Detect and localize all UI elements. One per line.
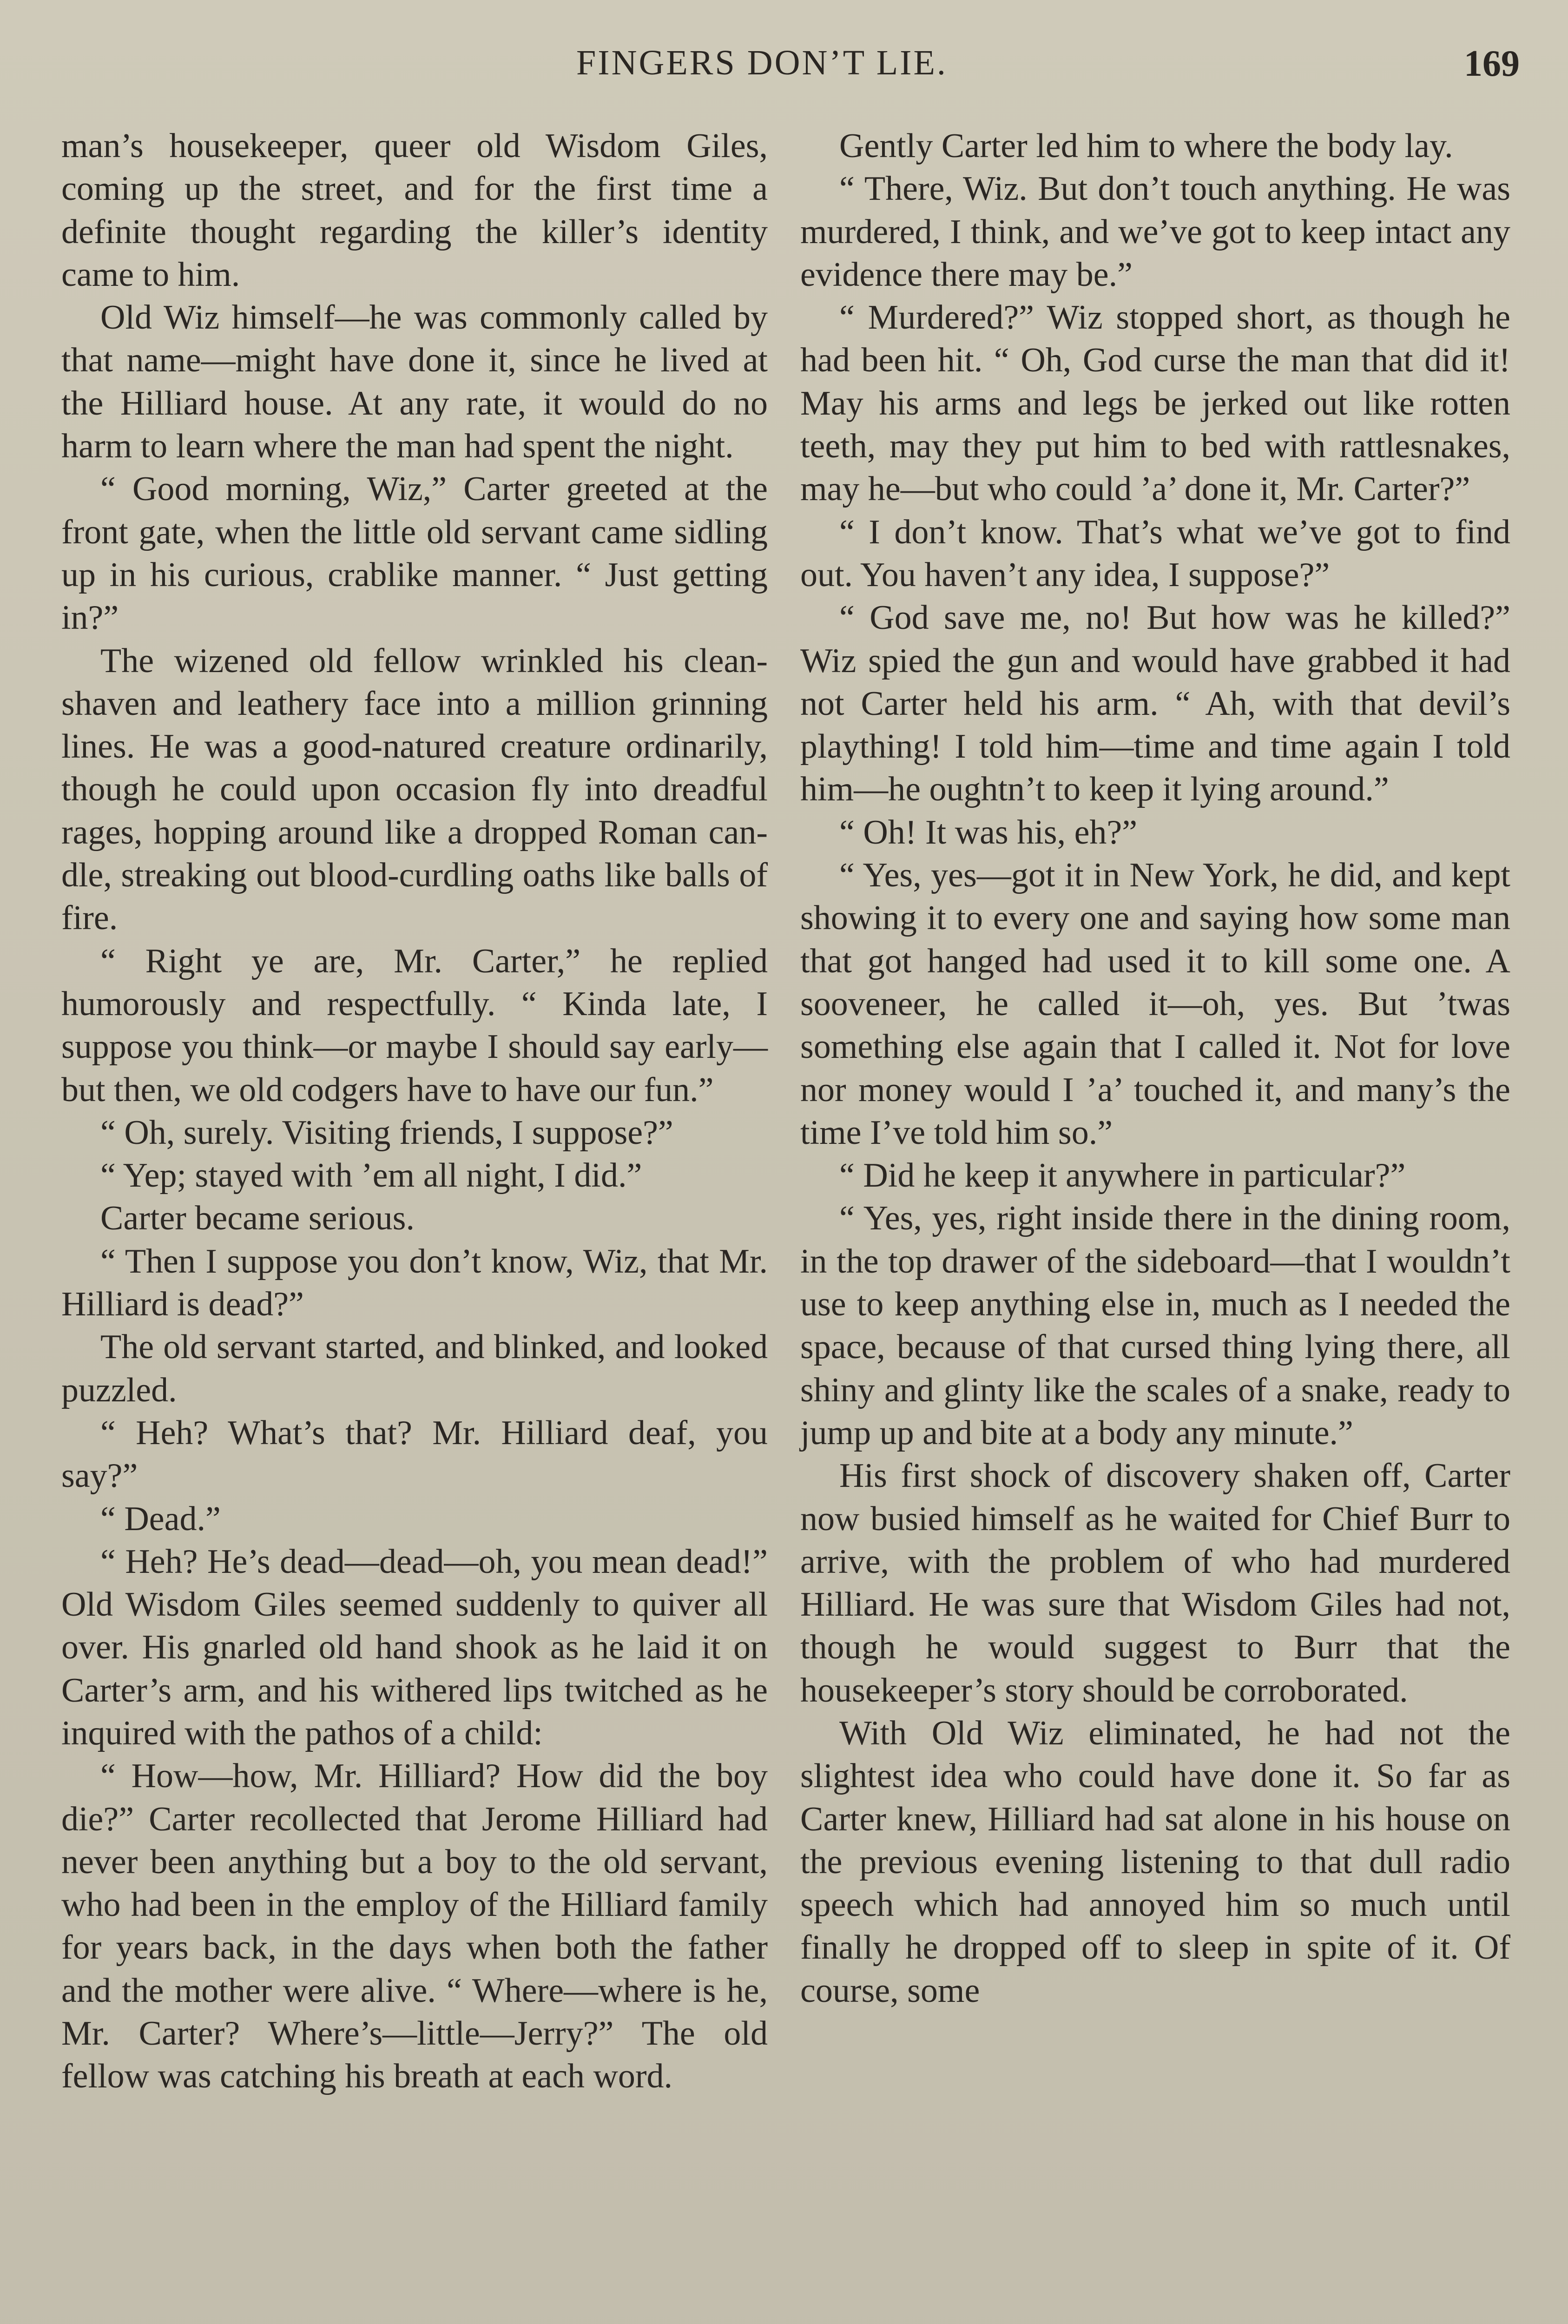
left-column bbox=[61, 125, 768, 2098]
paragraph: “ Yes, yes—got it in New York, he did, and kept showing it to every one and saying how some man that got hanged had used it to kill some one. A sooveneer, he called it—oh, yes. But ’twas something else again that I called it. Not for love nor money would I ’a’ touched it, and many’s the time I’ve told him so.” bbox=[800, 856, 1510, 1152]
page-number: 169 bbox=[1464, 43, 1520, 84]
paragraph: “ Murdered?” Wiz stopped short, as though he had been hit. “ Oh, God curse the man that did it! May his arms and legs be jerked out like rotten teeth, may they put him to bed with rattlesnakes, may he—but who could ’a’ done it, Mr. Carter?” bbox=[800, 298, 1510, 508]
paragraph: Gently Carter led him to where the body lay. bbox=[839, 127, 1453, 165]
paragraph: The wizened old fellow wrinkled his clean-shaven and leathery face into a million grinning lines. He was a good-natured creature ordinarily, though he could upon occasion fly into dreadful rages, hopping around like a dropped Roman candle, streaking out blood-curdling oaths like balls of fire. bbox=[61, 641, 768, 938]
paragraph: “ Oh! It was his, eh?” bbox=[839, 813, 1138, 852]
paragraph: “ Then I suppose you don’t know, Wiz, that Mr. Hilliard is dead?” bbox=[61, 1242, 768, 1324]
paragraph: Old Wiz himself—he was commonly called by that name—might have done it, since he lived at the Hilliard house. At any rate, it would do no harm to learn where the man had spent the night. bbox=[61, 298, 768, 466]
paragraph: “ Right ye are, Mr. Carter,” he replied humorously and respectfully. “ Kinda late, I suppose you think—or maybe I should say early—but then, we old codgers have to have our fun.” bbox=[61, 942, 768, 1109]
paragraph: “ Heh? He’s dead—dead—oh, you mean dead!” Old Wisdom Giles seemed suddenly to quiver all over. His gnarled old hand shook as he laid it on Carter’s arm, and his withered lips twitched as he inquired with the pathos of a child: bbox=[61, 1542, 768, 1752]
right-column bbox=[800, 125, 1510, 2012]
paragraph: man’s housekeeper, queer old Wisdom Giles, coming up the street, and for the first time a definite thought regarding the killer’s identity came to him. bbox=[61, 127, 768, 294]
paragraph: “ How—how, Mr. Hilliard? How did the boy die?” Carter recollected that Jerome Hilliard had never been anything but a boy to the old servant, who had been in the employ of the Hilliard family for years back, in the days when both the father and the mother were alive. “ Where—where is he, Mr. Carter? Where’s—little—Jerry?” The old fellow was catching his breath at each word. bbox=[61, 1757, 768, 2096]
paragraph: “ God save me, no! But how was he killed?” Wiz spied the gun and would have grabbed it had not Carter held his arm. “ Ah, with that devil’s plaything! I told him—time and time again I told him—he oughtn’t to keep it lying around.” bbox=[800, 599, 1510, 809]
paragraph: “ Yes, yes, right inside there in the dining room, in the top drawer of the sideboard—that I wouldn’t use to keep anything else in, much as I needed the space, because of that cursed thing lying there, all shiny and glinty like the scales of a snake, ready to jump up and bite at a body any minute.” bbox=[800, 1199, 1510, 1452]
paragraph: “ Dead.” bbox=[100, 1499, 221, 1538]
running-title: FINGERS DON’T LIE. bbox=[576, 43, 948, 82]
paragraph: “ Oh, surely. Visiting friends, I suppose?” bbox=[100, 1113, 673, 1152]
paragraph: “ Heh? What’s that? Mr. Hilliard deaf, you say?” bbox=[61, 1413, 768, 1495]
paragraph: With Old Wiz eliminated, he had not the slightest idea who could have done it. So far as Carter knew, Hilliard had sat alone in his house on the previous evening listening to that dull radio speech which had annoyed him so much until finally he dropped off to sleep in spite of it. Of course, some bbox=[800, 1714, 1510, 2010]
paragraph: The old servant started, and blinked, and looked puzzled. bbox=[61, 1328, 768, 1409]
paragraph: “ There, Wiz. But don’t touch anything. He was murdered, I think, and we’ve got to keep intact any evidence there may be.” bbox=[800, 170, 1510, 294]
paragraph: “ I don’t know. That’s what we’ve got to find out. You haven’t any idea, I suppose?” bbox=[800, 513, 1510, 594]
paragraph: “ Yep; stayed with ’em all night, I did.” bbox=[100, 1156, 642, 1195]
paragraph: His first shock of discovery shaken off, Carter now busied himself as he waited for Chief Burr to arrive, with the problem of who had murdered Hilliard. He was sure that Wisdom Giles had not, though he would suggest to Burr that the housekeeper’s story should be corroborated. bbox=[800, 1457, 1510, 1710]
paragraph: “ Good morning, Wiz,” Carter greeted at the front gate, when the little old servant came sidling up in his curious, crablike manner. “ Just getting in?” bbox=[61, 470, 768, 637]
running-header bbox=[0, 43, 1568, 94]
paragraph: Carter became serious. bbox=[100, 1199, 415, 1238]
paragraph: “ Did he keep it anywhere in particular?” bbox=[839, 1156, 1406, 1195]
